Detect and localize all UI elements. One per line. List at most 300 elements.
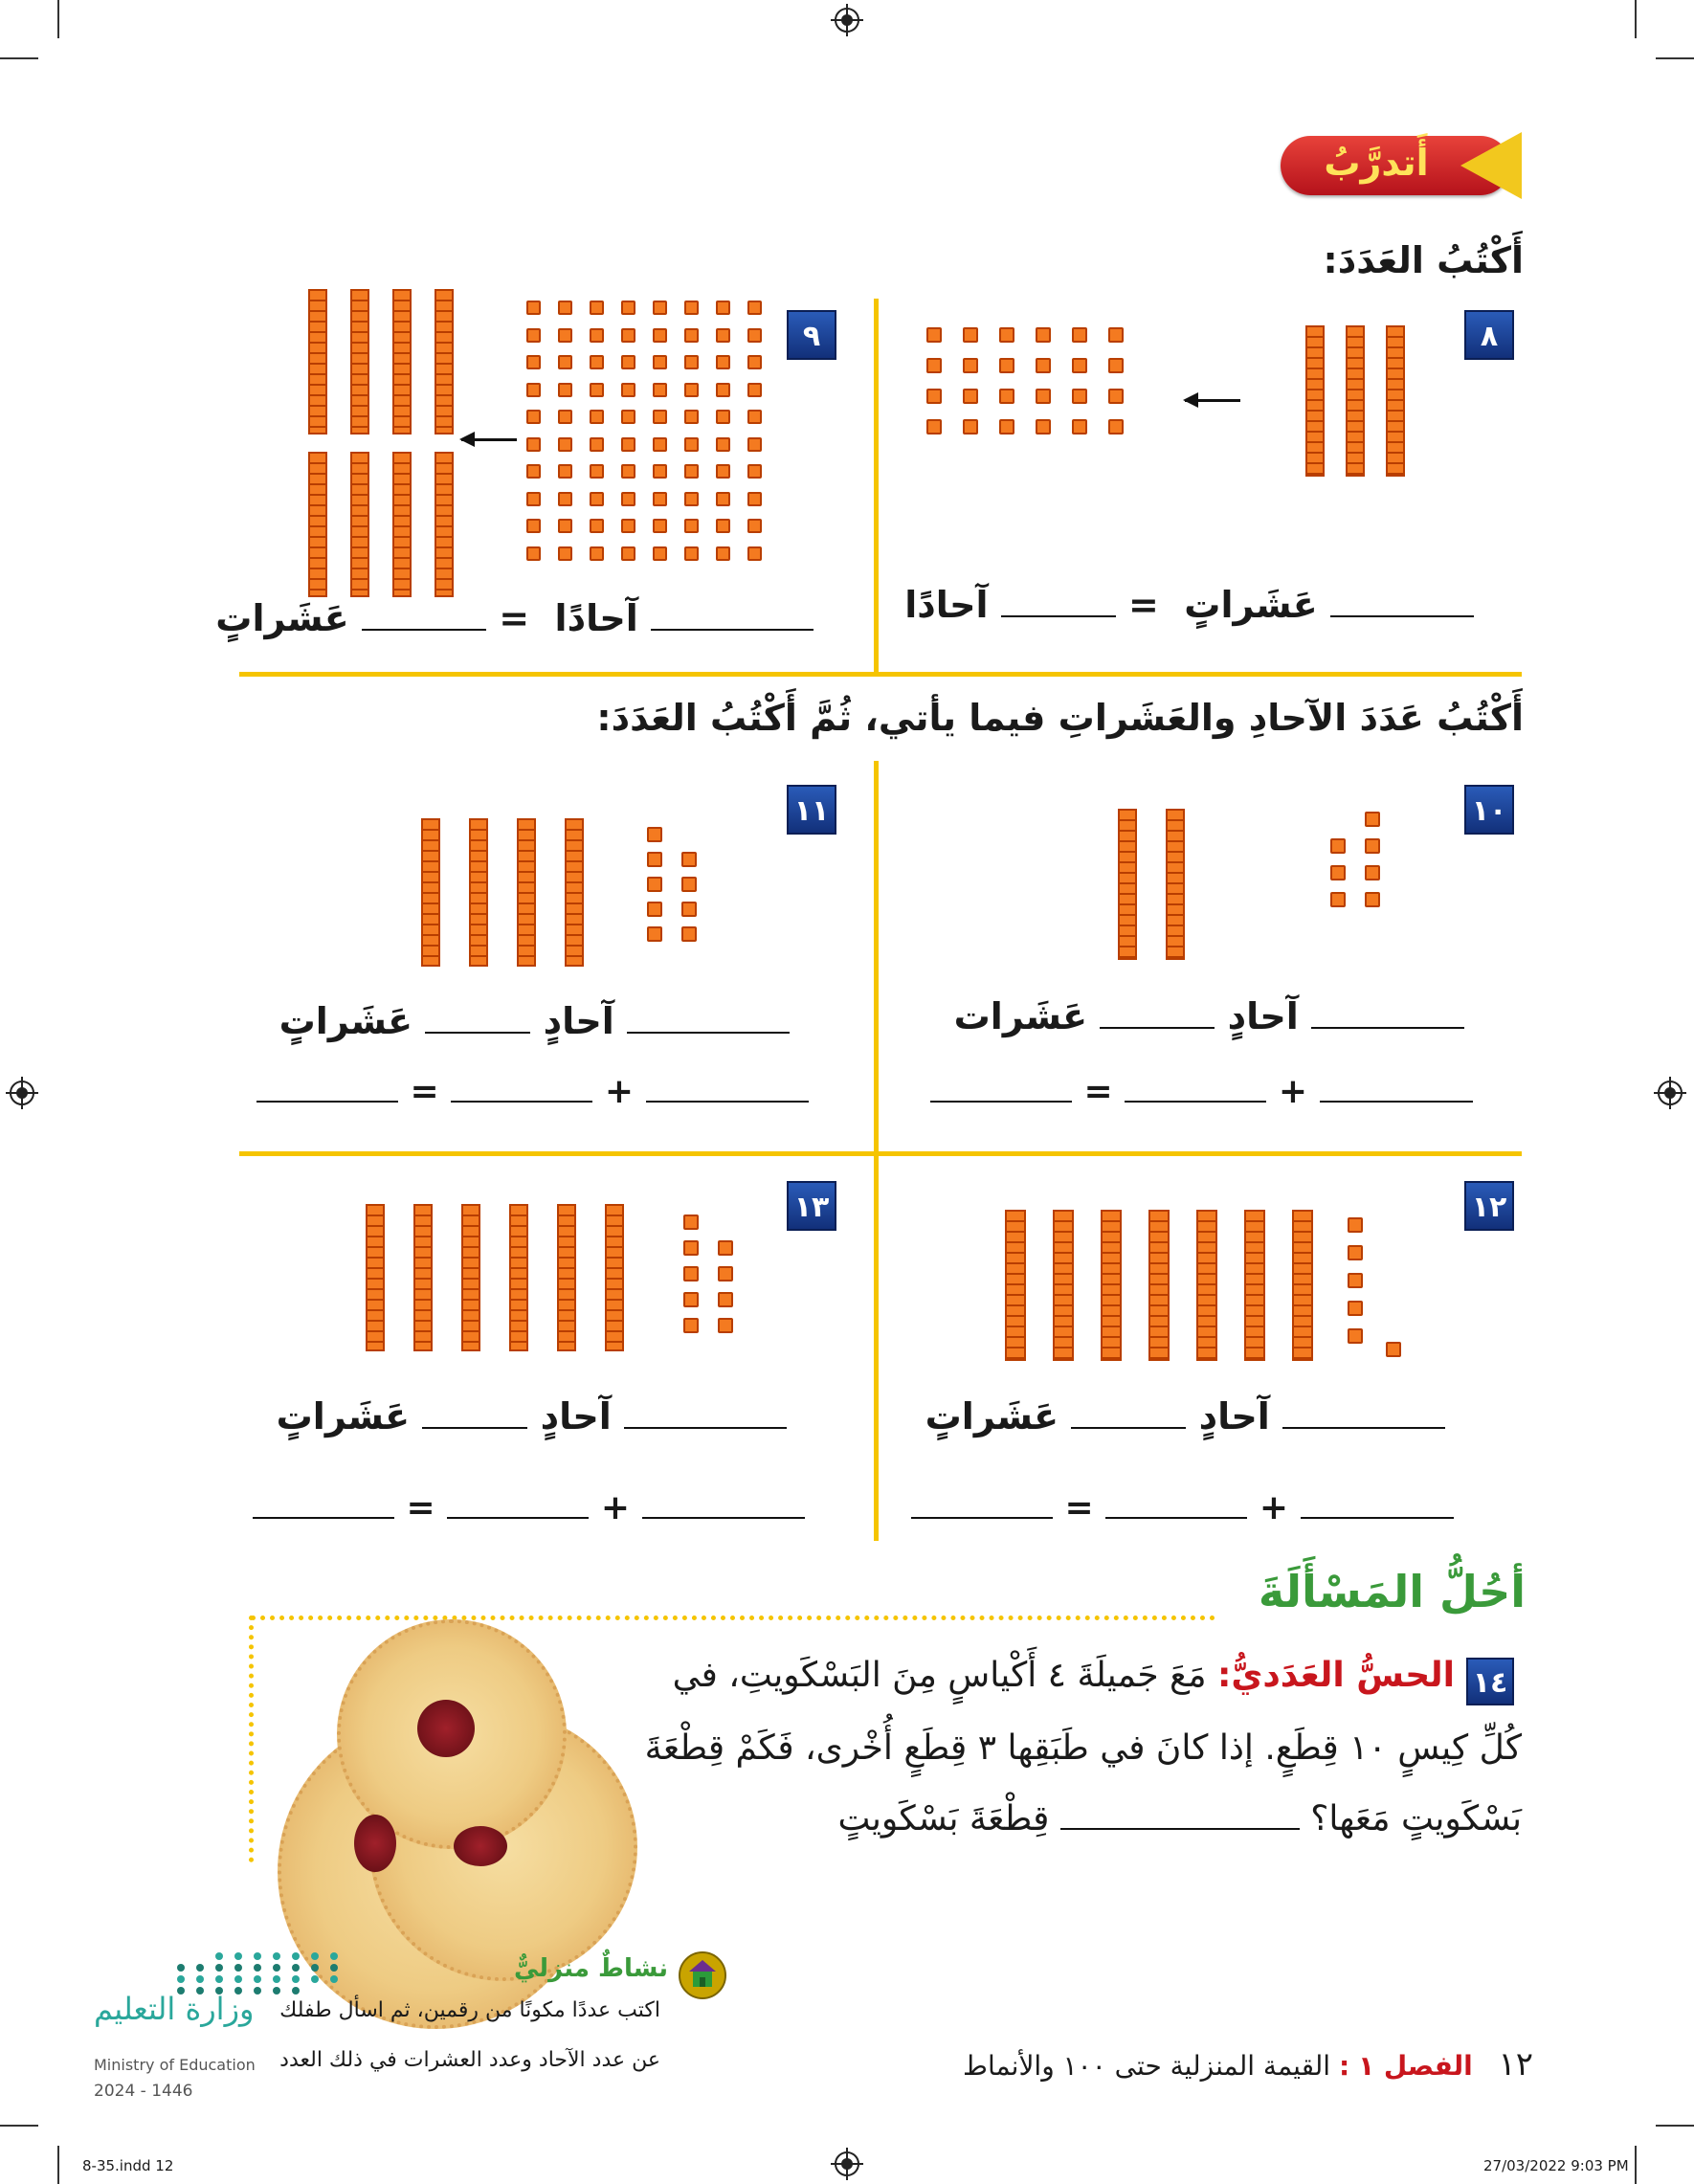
one-cube: [684, 519, 699, 533]
one-cube: [647, 902, 662, 917]
answer-blank[interactable]: [1100, 1027, 1215, 1029]
ex12-equation: [911, 1488, 1454, 1527]
ten-rod: [421, 818, 440, 967]
one-cube: [683, 1292, 699, 1307]
one-cube: [526, 546, 541, 561]
one-cube: [681, 877, 697, 892]
one-cube: [684, 464, 699, 479]
one-cube: [1036, 358, 1051, 373]
one-cube: [621, 546, 635, 561]
one-cube: [684, 383, 699, 397]
one-cube: [716, 437, 730, 452]
ten-rod: [308, 452, 327, 597]
tens-label: عَشَراتٍ: [279, 1000, 413, 1042]
ex11-equation: [256, 1072, 809, 1111]
problem-question: بَسْكَويتٍ مَعَها؟: [1310, 1799, 1522, 1839]
problem-text: مَعَ جَميلَةَ ٤ أَكْياسٍ مِنَ البَسْكَويتِ، في: [672, 1656, 1207, 1695]
one-cube: [1330, 892, 1346, 907]
answer-blank[interactable]: [362, 629, 486, 631]
divider-horizontal: [239, 672, 1522, 677]
logo-dot: [254, 1964, 261, 1972]
one-cube: [526, 301, 541, 315]
one-cube: [718, 1240, 733, 1256]
one-cube: [718, 1266, 733, 1281]
problem-line1: [673, 1656, 1455, 1695]
one-cube: [653, 437, 667, 452]
ten-rod: [557, 1204, 576, 1351]
one-cube: [621, 519, 635, 533]
answer-blank[interactable]: [1125, 1101, 1266, 1103]
logo-dot: [292, 1987, 300, 1995]
chapter-title: القيمة المنزلية حتى ١٠٠ والأنماط: [963, 2050, 1331, 2082]
logo-dot: [234, 1975, 242, 1983]
crop-mark: [0, 2125, 38, 2127]
registration-mark-icon: [831, 4, 863, 36]
tens-label: عَشَراتٍ: [276, 1395, 411, 1437]
one-cube: [999, 327, 1014, 343]
one-cube: [526, 519, 541, 533]
ten-rod: [469, 818, 488, 967]
logo-dot: [215, 1975, 223, 1983]
logo-dot: [292, 1952, 300, 1960]
ten-rod: [1244, 1210, 1265, 1361]
one-cube: [558, 355, 572, 369]
equals-sign: =: [1064, 1488, 1094, 1527]
one-cube: [1365, 865, 1380, 880]
plus-sign: +: [1259, 1488, 1288, 1527]
equals-sign: =: [1083, 1072, 1113, 1111]
ex13-equation: [253, 1488, 805, 1527]
one-cube: [558, 464, 572, 479]
divider-horizontal: [239, 1151, 1522, 1156]
one-cube: [681, 852, 697, 867]
one-cube: [558, 328, 572, 343]
one-cube: [1072, 358, 1087, 373]
ten-rod: [1101, 1210, 1122, 1361]
jam-center: [417, 1700, 475, 1757]
dotted-border: [249, 1616, 254, 1862]
one-cube: [1036, 327, 1051, 343]
one-cube: [1108, 327, 1124, 343]
one-cube: [716, 328, 730, 343]
one-cube: [653, 464, 667, 479]
practice-banner: [1281, 132, 1522, 199]
logo-dot: [196, 1975, 204, 1983]
logo-dot: [234, 1952, 242, 1960]
one-cube: [653, 492, 667, 506]
answer-blank[interactable]: [447, 1517, 589, 1519]
one-cube: [647, 827, 662, 842]
answer-blank[interactable]: [1311, 1027, 1464, 1029]
one-cube: [999, 389, 1014, 404]
equals-sign: =: [410, 1072, 439, 1111]
ten-rod: [435, 452, 454, 597]
logo-dot: [330, 1952, 338, 1960]
ex10-fill-line: [954, 995, 1464, 1037]
equals-sign: =: [1127, 584, 1159, 626]
logo-dot: [292, 1964, 300, 1972]
crop-mark: [1656, 57, 1694, 59]
one-cube: [684, 410, 699, 424]
equals-sign: =: [406, 1488, 435, 1527]
problem-heading: الحسُّ العَدَديُّ:: [1216, 1656, 1455, 1695]
one-cube: [653, 301, 667, 315]
exercise-number-badge: ١٣: [787, 1181, 836, 1231]
logo-dot: [254, 1987, 261, 1995]
one-cube: [747, 519, 762, 533]
ones-label: آحادًا: [554, 597, 638, 639]
ministry-year: 2024 - 1446: [94, 2082, 193, 2101]
arrow-icon: [1185, 399, 1240, 402]
one-cube: [526, 328, 541, 343]
plus-sign: +: [604, 1072, 634, 1111]
section1-instruction: أَكْتُبُ العَدَدَ:: [1323, 239, 1524, 281]
one-cube: [747, 355, 762, 369]
one-cube: [747, 410, 762, 424]
exercise-number-badge: ١٤: [1466, 1658, 1514, 1705]
ten-rod: [1148, 1210, 1170, 1361]
one-cube: [1365, 892, 1380, 907]
ten-rod: [461, 1204, 480, 1351]
answer-blank[interactable]: [624, 1427, 787, 1429]
ones-label: آحادٍ: [543, 1000, 614, 1042]
one-cube: [526, 383, 541, 397]
one-cube: [1036, 389, 1051, 404]
one-cube: [681, 926, 697, 942]
one-cube: [716, 355, 730, 369]
one-cube: [621, 410, 635, 424]
ten-rod: [1053, 1210, 1074, 1361]
one-cube: [1386, 1342, 1401, 1357]
one-cube: [747, 301, 762, 315]
one-cube: [653, 519, 667, 533]
one-cube: [558, 410, 572, 424]
one-cube: [747, 492, 762, 506]
ones-label: آحادٍ: [1227, 995, 1299, 1037]
one-cube: [963, 358, 978, 373]
footer: [963, 2045, 1533, 2084]
ex8-fill-line: [904, 584, 1474, 626]
jam-center: [354, 1815, 396, 1872]
ex9-fill-line: [215, 597, 814, 639]
one-cube: [716, 546, 730, 561]
answer-blank[interactable]: [911, 1517, 1053, 1519]
logo-dot: [311, 1952, 319, 1960]
one-cube: [926, 389, 942, 404]
one-cube: [1348, 1273, 1363, 1288]
answer-blank[interactable]: [627, 1032, 790, 1034]
one-cube: [716, 464, 730, 479]
answer-blank[interactable]: [1060, 1828, 1300, 1830]
problem-unit: قِطْعَةَ بَسْكَويتٍ: [837, 1799, 1050, 1839]
one-cube: [621, 464, 635, 479]
ten-rod: [509, 1204, 528, 1351]
one-cube: [718, 1318, 733, 1333]
logo-dot: [273, 1952, 280, 1960]
logo-dot: [215, 1952, 223, 1960]
answer-blank[interactable]: [451, 1101, 592, 1103]
one-cube: [621, 383, 635, 397]
logo-dot: [273, 1964, 280, 1972]
one-cube: [653, 410, 667, 424]
logo-dot: [311, 1975, 319, 1983]
answer-blank[interactable]: [256, 1101, 398, 1103]
ten-rod: [413, 1204, 433, 1351]
crop-mark: [1635, 0, 1637, 38]
one-cube: [526, 437, 541, 452]
one-cube: [558, 301, 572, 315]
ten-rod: [366, 1204, 385, 1351]
one-cube: [716, 301, 730, 315]
one-cube: [653, 383, 667, 397]
logo-dot: [177, 1975, 185, 1983]
problem-line2: كُلِّ كِيسٍ ١٠ قِطَعٍ. إذا كانَ في طَبَقِها ٣ قِطَعٍ أُخْرى، فَكَمْ قِطْعَةَ: [644, 1728, 1522, 1768]
one-cube: [747, 464, 762, 479]
logo-dot: [254, 1975, 261, 1983]
one-cube: [684, 328, 699, 343]
one-cube: [1365, 838, 1380, 854]
one-cube: [926, 327, 942, 343]
one-cube: [590, 410, 604, 424]
tens-label: عَشَراتٍ: [215, 597, 349, 639]
ex12-fill-line: [925, 1395, 1445, 1437]
home-activity-line1: اكتب عددًا مكونًا من رقمين، ثم اسأل طفلك: [279, 1998, 660, 2022]
logo-dot: [292, 1975, 300, 1983]
ex11-fill-line: [279, 1000, 790, 1042]
one-cube: [590, 437, 604, 452]
footer-separator: :: [1338, 2050, 1350, 2082]
one-cube: [526, 464, 541, 479]
one-cube: [558, 437, 572, 452]
answer-blank[interactable]: [1301, 1517, 1454, 1519]
one-cube: [1072, 389, 1087, 404]
one-cube: [653, 546, 667, 561]
ten-rod: [605, 1204, 624, 1351]
ministry-name-arabic: وزارة التعليم: [94, 1991, 255, 2027]
problem-solving-title: أحُلُّ المَسْأَلَةَ: [1258, 1566, 1526, 1617]
one-cube: [747, 328, 762, 343]
one-cube: [963, 419, 978, 435]
one-cube: [621, 355, 635, 369]
ten-rod: [1005, 1210, 1026, 1361]
one-cube: [590, 492, 604, 506]
logo-dot: [330, 1964, 338, 1972]
one-cube: [747, 546, 762, 561]
one-cube: [1330, 865, 1346, 880]
ten-rod: [1346, 325, 1365, 477]
answer-blank[interactable]: [651, 629, 814, 631]
one-cube: [684, 355, 699, 369]
one-cube: [590, 301, 604, 315]
crop-mark: [57, 2146, 59, 2184]
tens-label: عَشَراتٍ: [925, 1395, 1059, 1437]
one-cube: [683, 1318, 699, 1333]
ten-rod: [392, 289, 412, 435]
logo-dot: [254, 1952, 261, 1960]
one-cube: [1348, 1301, 1363, 1316]
chapter-label: الفصل ١: [1358, 2050, 1473, 2082]
one-cube: [963, 389, 978, 404]
one-cube: [684, 546, 699, 561]
one-cube: [526, 492, 541, 506]
one-cube: [558, 546, 572, 561]
ten-rod: [308, 289, 327, 435]
one-cube: [621, 492, 635, 506]
logo-dot: [273, 1987, 280, 1995]
exercise-number-badge: ١٢: [1464, 1181, 1514, 1231]
logo-dot: [330, 1975, 338, 1983]
ten-rod: [1166, 809, 1185, 960]
home-activity-title: نشاطٌ منزليٌّ: [514, 1954, 668, 1983]
one-cube: [1072, 419, 1087, 435]
ex13-fill-line: [277, 1395, 787, 1437]
ten-rod: [350, 289, 369, 435]
one-cube: [683, 1215, 699, 1230]
banner-label: أَتدرَّبُ: [1324, 142, 1429, 184]
ones-label: آحادًا: [904, 584, 989, 626]
one-cube: [683, 1266, 699, 1281]
ministry-name-english: Ministry of Education: [94, 2056, 256, 2074]
one-cube: [653, 355, 667, 369]
ten-rod: [1305, 325, 1325, 477]
ten-rod: [392, 452, 412, 597]
print-file-info: 8-35.indd 12: [82, 2157, 174, 2174]
one-cube: [558, 383, 572, 397]
logo-dot: [234, 1964, 242, 1972]
answer-blank[interactable]: [425, 1032, 530, 1034]
exercise-number-badge: ١٠: [1464, 785, 1514, 835]
tens-label: عَشَرات: [953, 995, 1088, 1037]
dotted-border: [251, 1616, 1215, 1620]
one-cube: [647, 852, 662, 867]
ex10-equation: [930, 1072, 1473, 1111]
one-cube: [1365, 812, 1380, 827]
answer-blank[interactable]: [1105, 1517, 1247, 1519]
one-cube: [590, 328, 604, 343]
one-cube: [1108, 358, 1124, 373]
answer-blank[interactable]: [1071, 1427, 1186, 1429]
one-cube: [647, 926, 662, 942]
one-cube: [647, 877, 662, 892]
banner-arrow-icon: [1460, 132, 1522, 199]
page-number: ١٢: [1498, 2045, 1533, 2084]
one-cube: [590, 546, 604, 561]
one-cube: [558, 519, 572, 533]
one-cube: [1348, 1217, 1363, 1233]
one-cube: [684, 492, 699, 506]
one-cube: [1036, 419, 1051, 435]
ten-rod: [1118, 809, 1137, 960]
one-cube: [621, 437, 635, 452]
equals-sign: =: [499, 597, 530, 639]
answer-blank[interactable]: [1330, 615, 1474, 617]
one-cube: [747, 437, 762, 452]
one-cube: [1330, 838, 1346, 854]
divider-vertical: [874, 299, 879, 672]
answer-blank[interactable]: [646, 1101, 809, 1103]
one-cube: [1108, 419, 1124, 435]
exercise-number-badge: ٨: [1464, 310, 1514, 360]
one-cube: [684, 301, 699, 315]
one-cube: [747, 383, 762, 397]
answer-blank[interactable]: [1282, 1427, 1445, 1429]
one-cube: [716, 519, 730, 533]
logo-dot: [273, 1975, 280, 1983]
one-cube: [716, 492, 730, 506]
logo-dot: [311, 1964, 319, 1972]
ten-rod: [350, 452, 369, 597]
ones-label: آحادٍ: [540, 1395, 612, 1437]
answer-blank[interactable]: [1001, 615, 1116, 617]
arrow-icon: [461, 438, 517, 441]
crop-mark: [1635, 2146, 1637, 2184]
crop-mark: [1656, 2125, 1694, 2127]
one-cube: [526, 355, 541, 369]
one-cube: [1348, 1328, 1363, 1344]
one-cube: [621, 328, 635, 343]
one-cube: [653, 328, 667, 343]
one-cube: [926, 358, 942, 373]
tens-label: عَشَراتٍ: [1184, 584, 1318, 626]
one-cube: [526, 410, 541, 424]
one-cube: [621, 301, 635, 315]
answer-blank[interactable]: [1320, 1101, 1473, 1103]
one-cube: [1348, 1245, 1363, 1260]
one-cube: [558, 492, 572, 506]
answer-blank[interactable]: [253, 1517, 394, 1519]
registration-mark-icon: [6, 1077, 38, 1109]
one-cube: [1108, 389, 1124, 404]
one-cube: [590, 355, 604, 369]
jam-center: [454, 1826, 507, 1866]
one-cube: [590, 464, 604, 479]
ten-rod: [517, 818, 536, 967]
ten-rod: [1292, 1210, 1313, 1361]
answer-blank[interactable]: [422, 1427, 527, 1429]
logo-dot: [177, 1964, 185, 1972]
ones-label: آحادٍ: [1198, 1395, 1270, 1437]
section2-instruction: أَكْتُبُ عَدَدَ الآحادِ والعَشَراتِ فيما يأتي، ثُمَّ أَكْتُبُ العَدَدَ:: [596, 697, 1524, 739]
home-activity-line2: عن عدد الآحاد وعدد العشرات في ذلك العدد: [279, 2048, 660, 2072]
one-cube: [1072, 327, 1087, 343]
exercise-number-badge: ٩: [787, 310, 836, 360]
ten-rod: [565, 818, 584, 967]
plus-sign: +: [1278, 1072, 1307, 1111]
one-cube: [963, 327, 978, 343]
registration-mark-icon: [1654, 1077, 1686, 1109]
ten-rod: [435, 289, 454, 435]
exercise-number-badge: ١١: [787, 785, 836, 835]
answer-blank[interactable]: [642, 1517, 805, 1519]
problem-line3: [838, 1799, 1523, 1839]
one-cube: [590, 383, 604, 397]
one-cube: [684, 437, 699, 452]
answer-blank[interactable]: [930, 1101, 1072, 1103]
logo-dot: [215, 1964, 223, 1972]
one-cube: [999, 358, 1014, 373]
one-cube: [716, 383, 730, 397]
one-cube: [683, 1240, 699, 1256]
registration-mark-icon: [831, 2148, 863, 2180]
print-date-info: 27/03/2022 9:03 PM: [1483, 2157, 1629, 2174]
logo-dot: [196, 1964, 204, 1972]
ten-rod: [1196, 1210, 1217, 1361]
one-cube: [999, 419, 1014, 435]
one-cube: [926, 419, 942, 435]
house-icon: [678, 1950, 727, 2000]
ten-rod: [1386, 325, 1405, 477]
one-cube: [681, 902, 697, 917]
